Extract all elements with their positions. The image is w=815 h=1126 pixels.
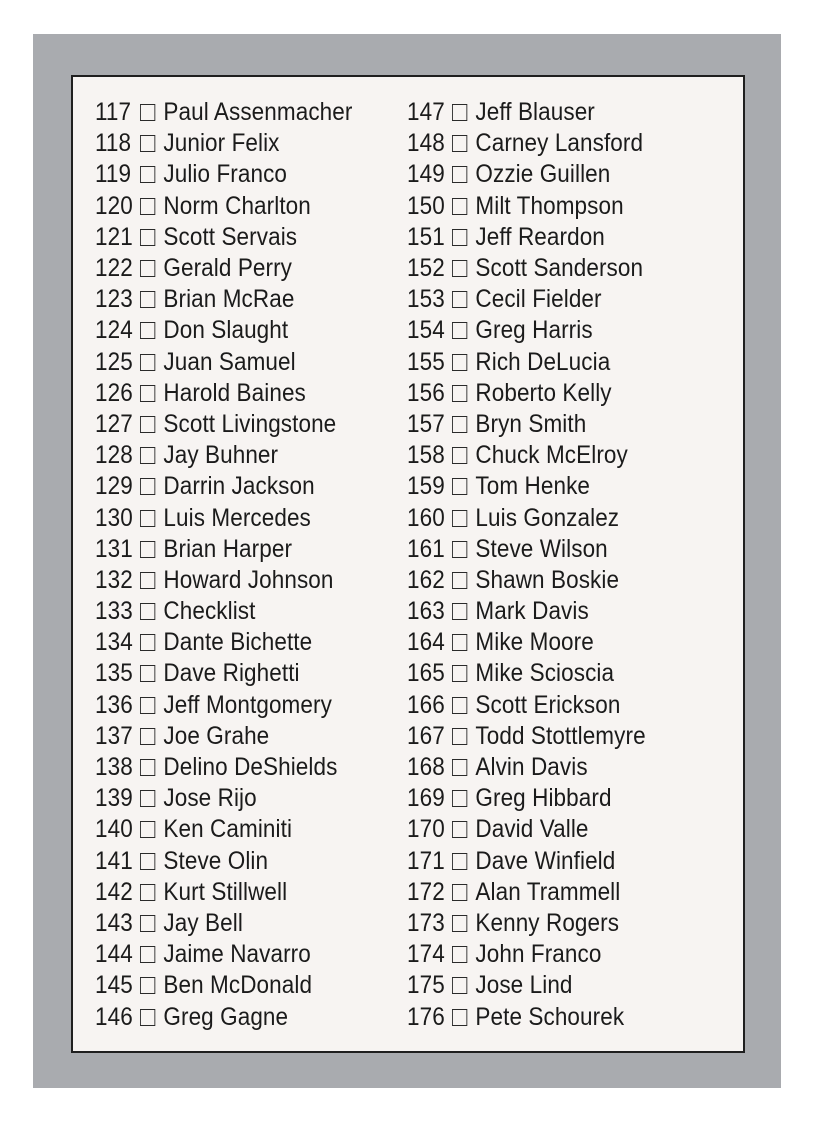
checkbox[interactable] — [452, 385, 467, 402]
player-name: Tom Henke — [475, 472, 591, 501]
player-name: Dave Winfield — [475, 846, 616, 875]
player-name: Luis Mercedes — [163, 503, 311, 532]
checklist-entry — [95, 502, 374, 533]
card-number: 138 — [95, 753, 133, 782]
card-number: 126 — [95, 378, 133, 407]
card-number: 150 — [407, 191, 445, 220]
checklist-entry — [95, 471, 374, 502]
player-name: Greg Harris — [475, 316, 593, 345]
player-name: Norm Charlton — [163, 191, 311, 220]
player-name: Dante Bichette — [163, 628, 313, 657]
checklist-entry — [95, 315, 374, 346]
checklist-entry — [95, 97, 374, 128]
checkbox[interactable] — [452, 354, 467, 371]
checklist-entry — [407, 471, 686, 502]
player-name: Kenny Rogers — [475, 908, 620, 937]
checklist-entry — [95, 721, 374, 752]
checklist-entry — [95, 440, 374, 471]
checklist-entry — [95, 128, 374, 159]
checklist-entry — [407, 814, 686, 845]
checkbox[interactable] — [140, 541, 155, 558]
player-name: Steve Wilson — [475, 534, 608, 563]
player-name: Greg Gagne — [163, 1002, 289, 1031]
card-number: 129 — [95, 472, 133, 501]
player-name: Scott Servais — [163, 222, 298, 251]
player-name: Paul Assenmacher — [163, 98, 353, 127]
card-number: 117 — [95, 98, 132, 127]
player-name: Jeff Reardon — [475, 222, 605, 251]
player-name: Kurt Stillwell — [163, 877, 288, 906]
card-number: 167 — [407, 721, 445, 750]
player-name: Mike Moore — [475, 628, 594, 657]
checkbox[interactable] — [452, 447, 467, 464]
checkbox[interactable] — [452, 634, 467, 651]
checklist-entry — [95, 846, 374, 877]
checklist-entry — [407, 409, 686, 440]
checklist-right-column — [407, 97, 717, 1033]
card-number: 124 — [95, 316, 133, 345]
player-name: Scott Erickson — [475, 690, 621, 719]
checklist-entry — [407, 128, 686, 159]
card-number: 143 — [95, 908, 133, 937]
player-name: Roberto Kelly — [475, 378, 612, 407]
checkbox[interactable] — [140, 291, 155, 308]
player-name: Jose Lind — [475, 971, 573, 1000]
player-name: Ken Caminiti — [163, 815, 293, 844]
checklist-entry — [407, 284, 686, 315]
player-name: Junior Felix — [163, 129, 280, 158]
card-number: 121 — [95, 222, 133, 251]
player-name: Brian Harper — [163, 534, 293, 563]
checklist-entry — [95, 627, 374, 658]
card-number: 153 — [407, 285, 445, 314]
checklist-entry — [95, 253, 374, 284]
card-number: 146 — [95, 1002, 133, 1031]
checkbox[interactable] — [452, 104, 467, 121]
player-name: Brian McRae — [163, 285, 295, 314]
checklist-entry — [407, 378, 686, 409]
card-number: 169 — [407, 784, 445, 813]
checkbox[interactable] — [140, 790, 155, 807]
player-name: Gerald Perry — [163, 254, 293, 283]
player-name: Jeff Blauser — [475, 98, 595, 127]
checklist-entry — [407, 440, 686, 471]
checkbox[interactable] — [452, 1009, 467, 1026]
player-name: Cecil Fielder — [475, 285, 602, 314]
checklist-entry — [95, 690, 374, 721]
checklist-entry — [407, 877, 686, 908]
card-number: 163 — [407, 597, 445, 626]
card-number: 155 — [407, 347, 445, 376]
card-number: 128 — [95, 441, 133, 470]
card-number: 145 — [95, 971, 133, 1000]
card-number: 127 — [95, 409, 133, 438]
checkbox[interactable] — [140, 260, 155, 277]
checklist-entry — [95, 222, 374, 253]
checkbox[interactable] — [452, 697, 467, 714]
card-number: 171 — [407, 846, 445, 875]
player-name: Milt Thompson — [475, 191, 624, 220]
checkbox[interactable] — [140, 416, 155, 433]
checkbox[interactable] — [140, 104, 155, 121]
checkbox[interactable] — [140, 634, 155, 651]
player-name: Jay Buhner — [163, 441, 279, 470]
player-name: Alan Trammell — [475, 877, 621, 906]
card-number: 136 — [95, 690, 133, 719]
player-name: Scott Livingstone — [163, 409, 337, 438]
checkbox[interactable] — [452, 946, 467, 963]
checklist-entry — [407, 253, 686, 284]
checkbox[interactable] — [140, 198, 155, 215]
checkbox[interactable] — [140, 385, 155, 402]
checkbox[interactable] — [140, 915, 155, 932]
player-name: Steve Olin — [163, 846, 269, 875]
checkbox[interactable] — [452, 572, 467, 589]
player-name: Jose Rijo — [163, 784, 257, 813]
card-number: 141 — [95, 846, 133, 875]
checklist-entry — [95, 783, 374, 814]
checklist-entry — [95, 378, 374, 409]
checklist-card — [33, 34, 781, 1088]
checklist-entry — [407, 721, 686, 752]
checkbox[interactable] — [452, 884, 467, 901]
card-number: 148 — [407, 129, 445, 158]
player-name: David Valle — [475, 815, 589, 844]
player-name: Alvin Davis — [475, 753, 588, 782]
player-name: Ozzie Guillen — [475, 160, 611, 189]
checklist-entry — [407, 534, 686, 565]
player-name: Scott Sanderson — [475, 254, 644, 283]
checklist-entry — [95, 970, 374, 1001]
card-number: 137 — [95, 721, 133, 750]
card-number: 156 — [407, 378, 445, 407]
card-number: 164 — [407, 628, 445, 657]
player-name: Luis Gonzalez — [475, 503, 620, 532]
checklist-entry — [407, 627, 686, 658]
checklist-entry — [407, 159, 686, 190]
player-name: Bryn Smith — [475, 409, 587, 438]
player-name: Harold Baines — [163, 378, 306, 407]
player-name: Joe Grahe — [163, 721, 270, 750]
checkbox[interactable] — [452, 759, 467, 776]
player-name: Jaime Navarro — [163, 940, 311, 969]
checklist-entry — [407, 846, 686, 877]
checklist-entry — [95, 877, 374, 908]
card-number: 125 — [95, 347, 133, 376]
checklist-entry — [407, 690, 686, 721]
card-number: 175 — [407, 971, 445, 1000]
checkbox[interactable] — [452, 821, 467, 838]
checkbox[interactable] — [140, 946, 155, 963]
card-number: 142 — [95, 877, 133, 906]
card-number: 152 — [407, 254, 445, 283]
card-number: 122 — [95, 254, 133, 283]
player-name: Carney Lansford — [475, 129, 644, 158]
card-number: 131 — [95, 534, 133, 563]
checklist-entry — [407, 939, 686, 970]
player-name: Chuck McElroy — [475, 441, 628, 470]
player-name: Julio Franco — [163, 160, 288, 189]
checklist-entry — [95, 908, 374, 939]
checklist-entry — [95, 191, 374, 222]
checklist-entry — [95, 159, 374, 190]
player-name: Dave Righetti — [163, 659, 300, 688]
checkbox[interactable] — [140, 759, 155, 776]
player-name: Ben McDonald — [163, 971, 313, 1000]
checkbox[interactable] — [452, 229, 467, 246]
card-number: 157 — [407, 409, 445, 438]
player-name: Checklist — [163, 597, 256, 626]
checklist-entry — [407, 222, 686, 253]
checklist-entry — [407, 315, 686, 346]
checkbox[interactable] — [452, 416, 467, 433]
card-number: 159 — [407, 472, 445, 501]
checkbox[interactable] — [140, 728, 155, 745]
checkbox[interactable] — [452, 603, 467, 620]
player-name: Juan Samuel — [163, 347, 296, 376]
card-number: 176 — [407, 1002, 445, 1031]
card-number: 134 — [95, 628, 133, 657]
card-number: 144 — [95, 940, 133, 969]
checklist-entry — [407, 565, 686, 596]
card-number: 149 — [407, 160, 445, 189]
player-name: Mark Davis — [475, 597, 589, 626]
checklist-entry — [407, 908, 686, 939]
checkbox[interactable] — [452, 853, 467, 870]
player-name: Mike Scioscia — [475, 659, 615, 688]
checkbox[interactable] — [452, 166, 467, 183]
card-number: 123 — [95, 285, 133, 314]
checkbox[interactable] — [140, 697, 155, 714]
checklist-left-column — [95, 97, 405, 1033]
player-name: Rich DeLucia — [475, 347, 611, 376]
checkbox[interactable] — [452, 977, 467, 994]
checkbox[interactable] — [140, 510, 155, 527]
checkbox[interactable] — [140, 447, 155, 464]
checklist-entry — [407, 502, 686, 533]
checklist-entry — [95, 284, 374, 315]
checkbox[interactable] — [452, 260, 467, 277]
card-number: 170 — [407, 815, 445, 844]
card-number: 154 — [407, 316, 445, 345]
checkbox[interactable] — [452, 198, 467, 215]
card-number: 174 — [407, 940, 445, 969]
player-name: Howard Johnson — [163, 565, 334, 594]
checklist-entry — [407, 191, 686, 222]
checkbox[interactable] — [452, 135, 467, 152]
checklist-entry — [95, 1001, 374, 1032]
card-number: 165 — [407, 659, 445, 688]
player-name: John Franco — [475, 940, 602, 969]
checklist-entry — [95, 565, 374, 596]
card-number: 119 — [95, 160, 132, 189]
checklist-entry — [95, 814, 374, 845]
card-number: 118 — [95, 129, 132, 158]
card-number: 120 — [95, 191, 133, 220]
player-name: Darrin Jackson — [163, 472, 315, 501]
card-number: 160 — [407, 503, 445, 532]
checkbox[interactable] — [140, 354, 155, 371]
checkbox[interactable] — [140, 665, 155, 682]
player-name: Jay Bell — [163, 908, 243, 937]
checklist-entry — [95, 534, 374, 565]
checklist-entry — [407, 1001, 686, 1032]
card-number: 135 — [95, 659, 133, 688]
checkbox[interactable] — [140, 821, 155, 838]
card-number: 173 — [407, 908, 445, 937]
player-name: Greg Hibbard — [475, 784, 612, 813]
checkbox[interactable] — [140, 135, 155, 152]
checklist-entry — [95, 409, 374, 440]
card-number: 162 — [407, 565, 445, 594]
checkbox[interactable] — [452, 665, 467, 682]
checklist-entry — [407, 97, 686, 128]
card-number: 158 — [407, 441, 445, 470]
checkbox[interactable] — [452, 728, 467, 745]
checkbox[interactable] — [140, 572, 155, 589]
card-number: 161 — [407, 534, 445, 563]
checkbox[interactable] — [140, 853, 155, 870]
checklist-entry — [95, 939, 374, 970]
checklist-entry — [407, 596, 686, 627]
card-number: 172 — [407, 877, 445, 906]
card-number: 140 — [95, 815, 133, 844]
player-name: Pete Schourek — [475, 1002, 625, 1031]
card-number: 133 — [95, 597, 133, 626]
checkbox[interactable] — [452, 541, 467, 558]
checklist-entry — [95, 347, 374, 378]
checklist-entry — [407, 347, 686, 378]
checklist-entry — [407, 970, 686, 1001]
card-number: 139 — [95, 784, 133, 813]
card-number: 151 — [407, 222, 445, 251]
card-number: 130 — [95, 503, 133, 532]
checklist-entry — [95, 752, 374, 783]
player-name: Jeff Montgomery — [163, 690, 332, 719]
card-number: 132 — [95, 565, 133, 594]
checkbox[interactable] — [452, 478, 467, 495]
player-name: Don Slaught — [163, 316, 289, 345]
card-number: 166 — [407, 690, 445, 719]
checkbox[interactable] — [140, 977, 155, 994]
checklist-panel — [71, 75, 745, 1053]
card-number: 168 — [407, 753, 445, 782]
checklist-entry — [95, 658, 374, 689]
checkbox[interactable] — [140, 603, 155, 620]
checkbox[interactable] — [140, 1009, 155, 1026]
player-name: Shawn Boskie — [475, 565, 620, 594]
checkbox[interactable] — [140, 166, 155, 183]
checkbox[interactable] — [452, 790, 467, 807]
checkbox[interactable] — [452, 915, 467, 932]
player-name: Delino DeShields — [163, 753, 338, 782]
checklist-entry — [407, 658, 686, 689]
checkbox[interactable] — [140, 478, 155, 495]
checklist-entry — [95, 596, 374, 627]
checkbox[interactable] — [140, 884, 155, 901]
card-number: 147 — [407, 98, 445, 127]
checklist-entry — [407, 783, 686, 814]
checkbox[interactable] — [140, 322, 155, 339]
checkbox[interactable] — [452, 510, 467, 527]
checkbox[interactable] — [452, 291, 467, 308]
checkbox[interactable] — [140, 229, 155, 246]
player-name: Todd Stottlemyre — [475, 721, 646, 750]
checklist-entry — [407, 752, 686, 783]
checkbox[interactable] — [452, 322, 467, 339]
